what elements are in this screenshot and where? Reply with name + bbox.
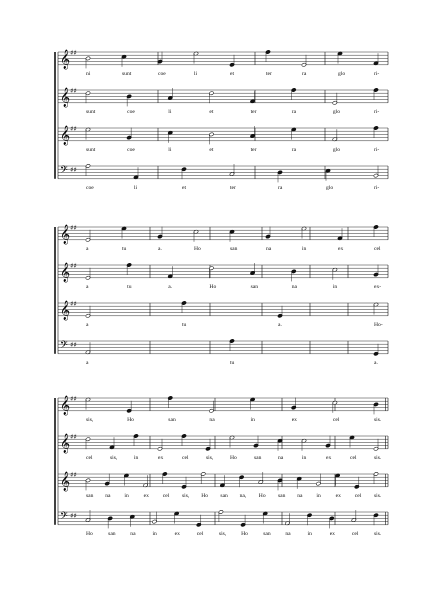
lyric-syllable: li [194,70,198,77]
lyric-syllable: cel [351,530,359,537]
lyric-syllable: ri- [374,184,380,191]
lyric-syllable: ter [230,184,236,191]
lyric-syllable: glo [326,184,334,191]
lyric-syllable: na [297,492,303,499]
lyric-syllable: ri- [374,146,380,153]
lyric-syllable: na, [239,492,247,499]
lyric-syllable: in [332,283,338,290]
system-1 [55,49,388,191]
staff-tenor [58,471,388,499]
bass-clef-icon: 𝄢 [60,164,68,178]
system-3 [55,395,388,537]
system-2 [55,224,388,366]
bass-clef-icon: 𝄢 [60,510,68,524]
lyric-syllable: san [254,454,262,461]
lyric-syllable: sis. [374,492,382,499]
lyric-syllable: cel [196,530,204,537]
lyric-syllable: coe [158,70,166,77]
lyric-syllable: ri- [374,70,380,77]
key-signature-icon: ♯♯ [70,341,77,349]
lyric-syllable: Ho [201,492,209,499]
key-signature-icon: ♯♯ [70,125,77,133]
treble-clef-icon: 𝄞 [60,49,71,70]
lyric-syllable: ex [174,530,180,537]
lyric-syllable: a [86,283,89,290]
lyric-syllable: cel [162,492,170,499]
lyric-syllable: san [250,283,259,290]
lyric-syllable: tu [230,359,235,366]
lyric-syllable: ter [250,108,257,115]
lyric-syllable: sunt [86,146,96,153]
lyric-syllable: in [134,454,139,461]
lyric-syllable: Ho [230,454,237,461]
lyric-syllable: et [182,184,187,191]
lyric-syllable: sis, [86,416,94,423]
lyric-syllable: a. [168,283,173,290]
lyric-syllable: Ho [194,245,201,252]
key-signature-icon: ♯♯ [70,49,77,57]
lyric-syllable: cel [182,454,189,461]
lyric-syllable: in [302,245,307,252]
lyric-syllable: ex [338,245,344,252]
lyric-syllable: na [266,245,272,252]
lyric-syllable: sis. [374,530,382,537]
staff-alto [58,433,388,461]
lyric-syllable: na [105,492,111,499]
lyric-syllable: sis. [374,454,382,461]
lyric-syllable: a. [158,245,162,252]
lyric-syllable: na [285,530,291,537]
staff-alto [58,87,388,115]
lyric-syllable: a. [278,321,282,328]
lyric-syllable: in [250,416,255,423]
lyric-syllable: li [168,146,172,153]
lyric-syllable: tu [122,245,127,252]
lyric-syllable: ex [291,416,297,423]
key-signature-icon: ♯♯ [70,395,77,403]
treble-clef-icon: 𝄞 [60,224,71,245]
lyric-syllable: ex [158,454,164,461]
lyric-syllable: li [168,108,172,115]
treble-clef-icon: 𝄞 [60,471,71,492]
lyric-syllable: na [209,416,215,423]
lyric-syllable: ter [266,70,272,77]
lyric-syllable: glo [338,70,346,77]
lyric-syllable: Ho [209,283,217,290]
lyric-syllable: tu [182,321,187,328]
lyric-syllable: Ho [258,492,266,499]
lyric-syllable: glo [332,108,341,115]
lyric-syllable: sis, [110,454,118,461]
treble-clef-icon: 𝄞 [60,87,71,108]
lyric-syllable: in [307,530,312,537]
lyric-syllable: coe [127,108,135,115]
key-signature-icon: ♯♯ [70,471,77,479]
lyric-syllable: ra [278,184,283,191]
treble-clef-icon: 𝄞 [60,300,71,321]
lyric-syllable: sis, [182,492,190,499]
lyric-syllable: ter [250,146,257,153]
lyric-syllable: na [291,283,297,290]
lyric-syllable: in [124,492,129,499]
treble-clef-icon: 𝄞 [60,125,71,146]
lyric-syllable: tu [127,283,132,290]
lyric-syllable: ri- [374,108,380,115]
lyric-syllable: ex- [374,283,382,290]
lyric-syllable: ni [86,70,91,77]
lyric-syllable: san [108,530,116,537]
lyric-syllable: sunt [86,108,96,115]
lyric-syllable: san [168,416,176,423]
staff-alto [58,262,388,290]
lyric-syllable: sis. [374,416,382,423]
lyric-syllable: ra [291,108,297,115]
lyric-syllable: cel [350,454,357,461]
lyric-syllable: ex [335,492,341,499]
lyric-syllable: coe [127,146,135,153]
staff-soprano [58,49,388,77]
lyric-syllable: san [220,492,228,499]
treble-clef-icon: 𝄞 [60,395,71,416]
lyric-syllable: na [130,530,136,537]
key-signature-icon: ♯♯ [70,262,77,270]
lyric-syllable: san [278,492,286,499]
lyric-syllable: ex [326,454,332,461]
lyric-syllable: ex [143,492,149,499]
lyric-syllable: na [278,454,284,461]
lyric-syllable: sunt [122,70,132,77]
lyric-syllable: in [316,492,321,499]
lyric-syllable: cel [86,454,93,461]
lyric-syllable: in [152,530,157,537]
staff-bass [58,510,388,537]
lyric-syllable: a. [374,359,378,366]
staff-bass [58,339,388,366]
staff-soprano [58,395,388,423]
lyric-syllable: coe [86,184,94,191]
staff-tenor [58,300,388,328]
key-signature-icon: ♯♯ [70,166,77,174]
lyric-syllable: a [86,245,89,252]
lyric-syllable: a [86,359,89,366]
key-signature-icon: ♯♯ [70,433,77,441]
key-signature-icon: ♯♯ [70,300,77,308]
lyric-syllable: et [209,108,214,115]
treble-clef-icon: 𝄞 [60,433,71,454]
key-signature-icon: ♯♯ [70,87,77,95]
treble-clef-icon: 𝄞 [60,262,71,283]
key-signature-icon: ♯♯ [70,224,77,232]
lyric-syllable: a [86,321,89,328]
lyric-syllable: cel [374,245,381,252]
lyric-syllable: cel [354,492,362,499]
lyric-syllable: Ho [127,416,134,423]
lyric-syllable: cel [332,416,340,423]
key-signature-icon: ♯♯ [70,512,77,520]
lyric-syllable: ex [329,530,335,537]
lyric-syllable: Ho [86,530,93,537]
lyric-syllable: san [86,492,94,499]
lyric-syllable: glo [332,146,341,153]
lyric-syllable: ra [291,146,297,153]
staff-bass [58,164,388,191]
lyric-syllable: sis, [218,530,227,537]
staff-tenor [58,125,388,153]
lyric-syllable: et [230,70,235,77]
lyric-syllable: in [302,454,307,461]
lyric-syllable: sis, [206,454,214,461]
bass-clef-icon: 𝄢 [60,339,68,353]
lyric-syllable: Ho [241,530,248,537]
lyric-syllable: li [134,184,138,191]
lyric-syllable: san [263,530,271,537]
lyric-syllable: et [209,146,214,153]
lyric-syllable: Ho- [374,321,383,328]
lyric-syllable: san [230,245,238,252]
lyric-syllable: ra [302,70,307,77]
staff-soprano [58,224,388,252]
